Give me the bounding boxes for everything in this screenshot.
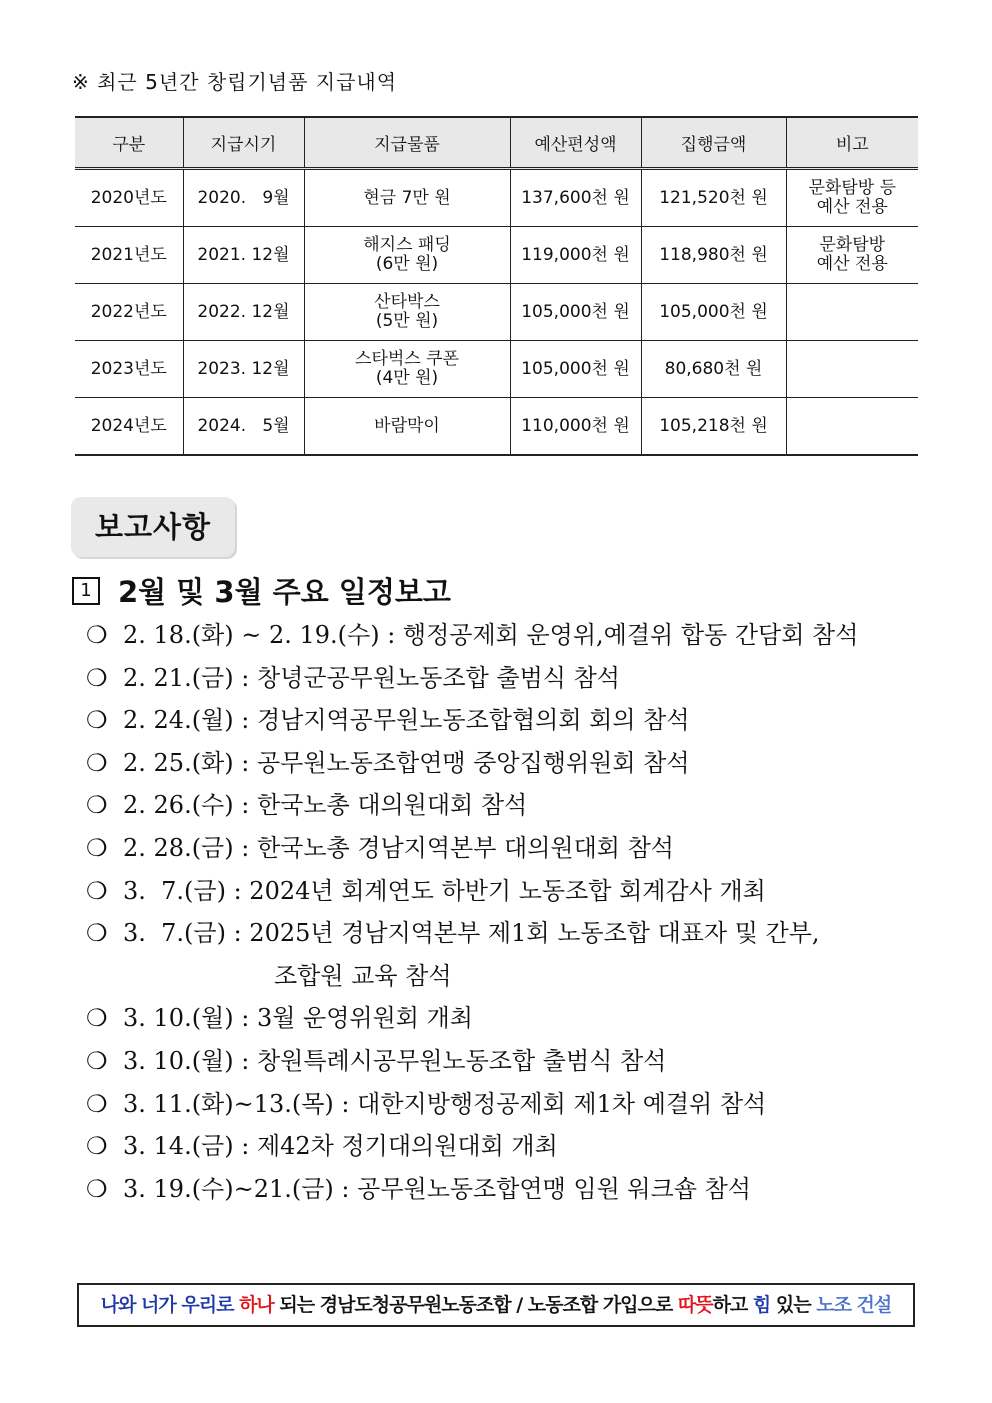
slogan-highlight: 하나: [239, 1294, 274, 1316]
period-cell: 2022. 12월: [183, 284, 304, 341]
schedule-text: 조합원 교육 참석: [274, 961, 452, 990]
schedule-text: 2. 25.(화) : 공무원노동조합연맹 중앙집행위원회 참석: [123, 748, 690, 777]
budget-cell: 110,000천 원: [510, 398, 641, 456]
item-cell: [304, 227, 510, 284]
schedule-item: [86, 1168, 936, 1211]
item-cell: [304, 398, 510, 456]
item-price: (5만 원): [375, 311, 439, 331]
table-caption: ※ 최근 5년간 창립기념품 지급내역: [72, 70, 398, 94]
remark-line: 문화탐방 등: [808, 178, 896, 198]
remark-cell: [786, 227, 918, 284]
column-header: 구분: [75, 117, 183, 169]
circle-bullet-icon: ❍: [86, 1046, 108, 1075]
budget-cell: 137,600천 원: [510, 169, 641, 227]
circle-bullet-icon: ❍: [86, 748, 108, 777]
table-row: [75, 284, 918, 341]
remark-cell: [786, 284, 918, 341]
table-header-row: [75, 117, 918, 169]
schedule-item: [86, 614, 936, 657]
schedule-text: 3. 11.(화)~13.(목) : 대한지방행정공제회 제1차 예결위 참석: [123, 1089, 767, 1118]
schedule-text: 3. 10.(월) : 3월 운영위원회 개최: [123, 1004, 473, 1033]
budget-cell: 119,000천 원: [510, 227, 641, 284]
schedule-item: [86, 827, 936, 870]
circle-bullet-icon: ❍: [86, 621, 108, 649]
remark-line: 예산 전용: [816, 254, 888, 274]
circle-bullet-icon: ❍: [86, 1089, 108, 1118]
item-cell: [304, 284, 510, 341]
slogan-highlight: 힘: [752, 1294, 771, 1316]
schedule-item: [86, 870, 936, 913]
schedule-item: [86, 1040, 936, 1083]
schedule-text: 2. 21.(금) : 창녕군공무원노동조합 출범식 참석: [123, 663, 620, 692]
item-name: 현금 7만 원: [363, 187, 451, 208]
year-cell: 2020년도: [75, 169, 183, 227]
remark-line: 예산 전용: [816, 197, 888, 217]
item-name: 해지스 패딩: [363, 235, 451, 255]
section-heading: [72, 570, 451, 611]
item-cell: [304, 341, 510, 398]
slogan-highlight: 노조 건설: [816, 1294, 892, 1316]
circle-bullet-icon: ❍: [86, 791, 108, 820]
table-row: [75, 227, 918, 284]
schedule-text: 2. 26.(수) : 한국노총 대의원대회 참석: [123, 791, 528, 820]
year-cell: 2021년도: [75, 227, 183, 284]
schedule-item: [86, 1083, 936, 1126]
schedule-item: [86, 1125, 936, 1168]
schedule-list: [86, 614, 936, 1210]
column-header: 지급물품: [304, 117, 510, 169]
spent-cell: 105,218천 원: [641, 398, 786, 456]
year-cell: 2022년도: [75, 284, 183, 341]
column-header: 비고: [786, 117, 918, 169]
schedule-text: 3. 7.(금) : 2024년 회계연도 하반기 노동조합 회계감사 개최: [123, 876, 766, 905]
schedule-item: [86, 912, 936, 955]
schedule-text: 3. 7.(금) : 2025년 경남지역본부 제1회 노동조합 대표자 및 간부,: [123, 919, 820, 948]
item-price: (4만 원): [375, 368, 439, 388]
table-row: [75, 169, 918, 227]
period-cell: 2023. 12월: [183, 341, 304, 398]
remark-cell: [786, 398, 918, 456]
circle-bullet-icon: ❍: [86, 706, 108, 735]
schedule-item: [86, 784, 936, 827]
circle-bullet-icon: ❍: [86, 663, 108, 692]
schedule-item: [86, 742, 936, 785]
schedule-item: [86, 699, 936, 742]
column-header: 지급시기: [183, 117, 304, 169]
schedule-item-continuation: [86, 955, 936, 998]
report-section-badge: 보고사항: [71, 497, 235, 557]
circle-bullet-icon: ❍: [86, 833, 108, 862]
spent-cell: 118,980천 원: [641, 227, 786, 284]
budget-cell: 105,000천 원: [510, 284, 641, 341]
table-row: [75, 398, 918, 456]
schedule-text: 2. 18.(화) ~ 2. 19.(수) : 행정공제회 운영위,예결위 합동 간담회 참석: [123, 621, 859, 649]
slogan-part: 있는: [770, 1294, 817, 1316]
schedule-text: 3. 14.(금) : 제42차 정기대의원대회 개최: [123, 1132, 558, 1161]
remark-cell: [786, 341, 918, 398]
schedule-item: [86, 657, 936, 700]
year-cell: 2024년도: [75, 398, 183, 456]
period-cell: 2021. 12월: [183, 227, 304, 284]
item-name: 스타벅스 쿠폰: [355, 349, 459, 369]
item-name: 바람막이: [374, 415, 440, 436]
circle-bullet-icon: ❍: [86, 1174, 108, 1203]
table-row: [75, 341, 918, 398]
spent-cell: 105,000천 원: [641, 284, 786, 341]
schedule-text: 3. 10.(월) : 창원특례시공무원노동조합 출범식 참석: [123, 1046, 667, 1075]
schedule-text: 2. 24.(월) : 경남지역공무원노동조합협의회 회의 참석: [123, 706, 690, 735]
slogan-part: 하고: [712, 1294, 753, 1316]
slogan-banner: [77, 1283, 915, 1327]
gift-history-table: [75, 116, 918, 456]
remark-cell: [786, 169, 918, 227]
item-cell: [304, 169, 510, 227]
slogan-part: 나와 너가 우리로: [100, 1294, 240, 1316]
schedule-text: 2. 28.(금) : 한국노총 경남지역본부 대의원대회 참석: [123, 833, 674, 862]
circle-bullet-icon: ❍: [86, 1004, 108, 1033]
item-name: 산타박스: [374, 292, 440, 312]
column-header: 집행금액: [641, 117, 786, 169]
slogan-part: 되는 경남도청공무원노동조합 / 노동조합 가입으로: [273, 1294, 678, 1316]
section-number-box: 1: [72, 577, 100, 605]
item-price: (6만 원): [375, 254, 439, 274]
year-cell: 2023년도: [75, 341, 183, 398]
section-title: 2월 및 3월 주요 일정보고: [118, 575, 451, 609]
spent-cell: 121,520천 원: [641, 169, 786, 227]
circle-bullet-icon: ❍: [86, 1132, 108, 1161]
budget-cell: 105,000천 원: [510, 341, 641, 398]
circle-bullet-icon: ❍: [86, 876, 108, 905]
schedule-item: [86, 997, 936, 1040]
schedule-text: 3. 19.(수)~21.(금) : 공무원노동조합연맹 임원 워크숍 참석: [123, 1174, 751, 1203]
column-header: 예산편성액: [510, 117, 641, 169]
spent-cell: 80,680천 원: [641, 341, 786, 398]
period-cell: 2024. 5월: [183, 398, 304, 456]
circle-bullet-icon: ❍: [86, 919, 108, 948]
period-cell: 2020. 9월: [183, 169, 304, 227]
slogan-highlight: 따뜻: [677, 1294, 713, 1316]
remark-line: 문화탐방: [819, 235, 886, 255]
